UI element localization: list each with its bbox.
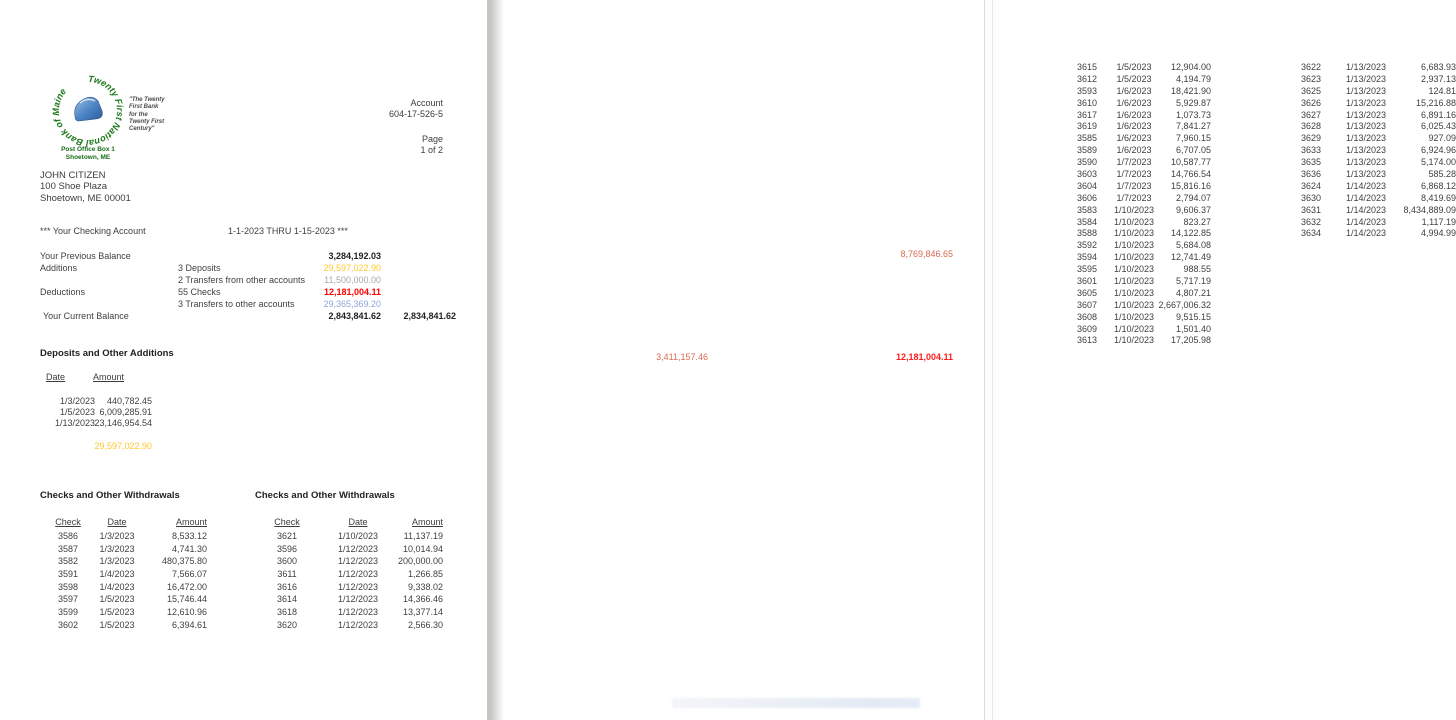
checks-section-title-left: Checks and Other Withdrawals [40, 490, 180, 501]
table-cell: 124.81 [1428, 85, 1456, 96]
table-cell: 3604 [1076, 180, 1098, 191]
table-cell: 6,394.61 [171, 619, 207, 630]
table-cell: 3606 [1076, 192, 1098, 203]
table-cell: 12,904.00 [1170, 62, 1211, 72]
table-cell: 1/13/2023 [1345, 109, 1387, 120]
table-cell: 2,667,006.32 [1158, 299, 1211, 310]
table-cell: 1/13/2023 [1345, 121, 1387, 132]
table-cell: 17,205.98 [1170, 335, 1211, 346]
table-row [1067, 110, 1211, 122]
summary-amount: 3,284,192.03 [328, 251, 381, 261]
table-cell: 1/10/2023 [337, 531, 379, 541]
table-cell: 1/5/2023 [99, 594, 135, 605]
deposits-total: 29,597,022.90 [94, 441, 152, 451]
table-cell: 18,421.90 [1170, 85, 1211, 96]
table-row [1291, 86, 1456, 98]
table-row [267, 569, 443, 582]
statement-account-title: *** Your Checking Account [40, 226, 146, 236]
table-cell: 3622 [1300, 62, 1322, 72]
tagline-line: Twenty First [129, 118, 165, 125]
bank-logo [42, 74, 134, 148]
table-row [48, 582, 207, 595]
table-cell: 1/14/2023 [1345, 216, 1387, 227]
table-row [1067, 288, 1211, 300]
table-cell: 3600 [276, 556, 298, 567]
table-cell: 3582 [57, 556, 79, 567]
table-cell: 1/6/2023 [1116, 109, 1152, 120]
table-row [1067, 193, 1211, 205]
table-cell: 4,194.79 [1175, 73, 1211, 84]
table-cell: 3635 [1300, 157, 1322, 168]
table-cell: 1/5/2023 [59, 407, 95, 417]
table-cell: 1/5/2023 [1116, 62, 1152, 72]
table-cell: 3621 [276, 531, 298, 541]
table-cell: 1/13/2023 [1345, 85, 1387, 96]
table-cell: 1/12/2023 [337, 581, 379, 592]
checks-continued-table-right [1291, 62, 1456, 240]
table-row [1291, 145, 1456, 157]
tagline-line: for the [129, 111, 148, 118]
table-cell: 3605 [1076, 287, 1098, 298]
table-row [1291, 62, 1456, 74]
table-cell: 3630 [1300, 192, 1322, 203]
checks-table-right [267, 531, 443, 633]
table-row [1067, 228, 1211, 240]
table-cell: 1,117.19 [1421, 216, 1456, 227]
table-cell: 1/10/2023 [1113, 228, 1155, 239]
table-row [1067, 133, 1211, 145]
table-cell: 15,216.88 [1415, 97, 1456, 108]
table-cell: 1/3/2023 [99, 556, 135, 567]
table-cell: 15,746.44 [166, 594, 207, 605]
table-cell: 3617 [1076, 109, 1098, 120]
table-row [35, 418, 152, 429]
table-cell: 4,807.21 [1175, 287, 1211, 298]
table-row [35, 396, 152, 407]
table-cell: 1/10/2023 [1113, 276, 1155, 287]
scrollbar-track[interactable] [984, 0, 1001, 720]
table-cell: 6,924.96 [1420, 145, 1456, 156]
table-cell: 10,587.77 [1170, 157, 1211, 168]
table-row [48, 620, 207, 633]
table-cell: 5,684.08 [1175, 240, 1211, 251]
deposits-header-amount: Amount [93, 372, 125, 382]
checks-subtotal-right: 8,769,846.65 [900, 249, 953, 259]
table-cell: 1/4/2023 [99, 581, 135, 592]
table-cell: 1/6/2023 [1116, 133, 1152, 144]
table-cell: 1,073.73 [1175, 109, 1211, 120]
table-row [1067, 312, 1211, 324]
checks-table-left [48, 531, 207, 633]
table-cell: 1/12/2023 [337, 543, 379, 554]
table-cell: 3595 [1076, 264, 1098, 275]
table-cell: 1/6/2023 [1116, 145, 1152, 156]
summary-label: Deductions [40, 287, 86, 297]
bank-tagline [129, 97, 189, 133]
summary-amount: 12,181,004.11 [323, 287, 381, 297]
table-cell: 12,610.96 [166, 607, 207, 618]
table-row [1291, 157, 1456, 169]
table-cell: 1/13/2023 [1345, 62, 1387, 72]
table-cell: 1/10/2023 [1113, 335, 1155, 346]
checks-section-title-right: Checks and Other Withdrawals [255, 490, 395, 501]
table-cell: 1/14/2023 [1345, 204, 1387, 215]
table-row [1067, 300, 1211, 312]
table-cell: 3608 [1076, 311, 1098, 322]
table-cell: 1/7/2023 [1116, 157, 1152, 168]
table-cell: 585.28 [1428, 169, 1456, 180]
table-row [1291, 193, 1456, 205]
tagline-line: "The Twenty [129, 97, 165, 103]
table-cell: 1/7/2023 [1116, 180, 1152, 191]
bank-address [42, 146, 134, 162]
customer-name: JOHN CITIZEN [40, 170, 106, 181]
table-row [267, 582, 443, 595]
table-cell: 1/10/2023 [1113, 264, 1155, 275]
customer-address1: 100 Shoe Plaza [40, 181, 108, 193]
table-cell: 6,025.43 [1420, 121, 1456, 132]
table-cell: 1/3/2023 [59, 396, 95, 406]
table-cell: 3618 [276, 607, 298, 618]
summary-label: Your Current Balance [43, 311, 129, 321]
table-cell: 10,014.94 [402, 543, 443, 554]
table-cell: 7,960.15 [1175, 133, 1211, 144]
table-cell: 1/5/2023 [99, 607, 135, 618]
table-cell: 2,937.13 [1420, 73, 1456, 84]
table-row [267, 556, 443, 569]
table-row [48, 607, 207, 620]
table-row [1291, 205, 1456, 217]
table-cell: 15,816.16 [1170, 180, 1211, 191]
table-cell: 3599 [57, 607, 79, 618]
summary-desc: 3 Transfers to other accounts [178, 299, 295, 309]
table-cell: 3589 [1076, 145, 1098, 156]
table-cell: 1/13/2023 [1345, 145, 1387, 156]
table-cell: 3586 [57, 531, 79, 541]
table-row [1067, 62, 1211, 74]
table-row [48, 556, 207, 569]
table-cell: 3584 [1076, 216, 1098, 227]
table-cell: 6,868.12 [1420, 180, 1456, 191]
table-row [267, 594, 443, 607]
table-cell: 13,377.14 [402, 607, 443, 618]
table-cell: 1/12/2023 [337, 594, 379, 605]
statement-period: 1-1-2023 THRU 1-15-2023 *** [228, 226, 348, 236]
table-cell: 1/10/2023 [1113, 323, 1155, 334]
table-cell: 1,266.85 [407, 569, 443, 580]
table-cell: 1/10/2023 [1113, 252, 1155, 263]
account-number: 604-17-526-5 [388, 109, 443, 119]
table-cell: 1/3/2023 [99, 531, 135, 541]
table-cell: 3610 [1076, 97, 1098, 108]
account-info-block [343, 98, 443, 156]
page-number: 1 of 2 [420, 145, 443, 155]
deposits-section-title: Deposits and Other Additions [40, 348, 174, 359]
table-cell: 9,338.02 [407, 581, 443, 592]
logo-circle-text: Twenty First National Bank of Maine [50, 74, 126, 148]
table-row [1291, 121, 1456, 133]
summary-desc: 2 Transfers from other accounts [178, 275, 306, 285]
table-cell: 1/10/2023 [1113, 204, 1155, 215]
bank-address-line1: Post Office Box 1 [61, 146, 115, 153]
table-cell: 1/5/2023 [99, 619, 135, 630]
table-row [267, 544, 443, 557]
table-cell: 2,566.30 [407, 619, 443, 630]
table-cell: 23,146,954.54 [94, 418, 152, 428]
table-cell: 3614 [276, 594, 298, 605]
table-cell: 7,566.07 [171, 569, 207, 580]
scrollbar-line [992, 0, 993, 720]
table-cell: 7,841.27 [1175, 121, 1211, 132]
table-cell: 3598 [57, 581, 79, 592]
table-cell: 16,472.00 [166, 581, 207, 592]
tagline-line: Century" [129, 126, 155, 133]
summary-desc: 3 Deposits [178, 263, 221, 273]
table-cell: 3592 [1076, 240, 1098, 251]
table-cell: 14,366.46 [402, 594, 443, 605]
table-cell: 1/10/2023 [1113, 287, 1155, 298]
table-cell: 12,741.49 [1170, 252, 1211, 263]
table-row [1067, 145, 1211, 157]
table-cell: 1,501.40 [1175, 323, 1211, 334]
table-row [267, 531, 443, 544]
table-row [1067, 98, 1211, 110]
table-cell: 3607 [1076, 299, 1098, 310]
table-cell: 3601 [1076, 276, 1098, 287]
table-cell: 3616 [276, 581, 298, 592]
table-cell: 1/13/2023 [1345, 157, 1387, 168]
table-cell: 2,794.07 [1175, 192, 1211, 203]
table-cell: 1/13/2023 [1345, 73, 1387, 84]
table-cell: 3634 [1300, 228, 1322, 239]
table-row [48, 544, 207, 557]
table-cell: 3633 [1300, 145, 1322, 156]
summary-amount: 29,365,369.20 [323, 299, 381, 309]
table-row [1067, 335, 1211, 347]
checks-header-check: Check [274, 517, 300, 527]
table-row [1067, 217, 1211, 229]
table-cell: 6,707.05 [1175, 145, 1211, 156]
table-row [1291, 133, 1456, 145]
table-row [1067, 86, 1211, 98]
table-cell: 6,891.16 [1420, 109, 1456, 120]
table-cell: 1/14/2023 [1345, 180, 1387, 191]
checks-header-amount: Amount [175, 517, 207, 527]
customer-address2: Shoetown, ME 00001 [40, 192, 131, 204]
table-cell: 200,000.00 [397, 556, 443, 567]
table-row [48, 594, 207, 607]
page-label: Page [421, 134, 443, 144]
summary-label: Your Previous Balance [40, 251, 131, 261]
table-cell: 3631 [1300, 204, 1322, 215]
summary-amount: 29,597,022.90 [323, 263, 381, 273]
table-cell: 3591 [57, 569, 79, 580]
table-cell: 3587 [57, 543, 79, 554]
table-cell: 988.55 [1183, 264, 1211, 275]
bottom-edge-artifact [672, 698, 920, 708]
table-cell: 3603 [1076, 169, 1098, 180]
table-cell: 440,782.45 [106, 396, 152, 406]
deposits-table [35, 396, 152, 429]
table-cell: 3593 [1076, 85, 1098, 96]
table-cell: 9,515.15 [1175, 311, 1211, 322]
summary-amount-secondary: 2,834,841.62 [403, 311, 456, 321]
table-cell: 1/14/2023 [1345, 192, 1387, 203]
table-cell: 927.09 [1428, 133, 1456, 144]
table-cell: 3628 [1300, 121, 1322, 132]
checks-header-date: Date [107, 517, 127, 527]
table-cell: 1/3/2023 [99, 543, 135, 554]
table-cell: 5,929.87 [1175, 97, 1211, 108]
table-row [1291, 228, 1456, 240]
table-cell: 3624 [1300, 180, 1322, 191]
table-cell: 1/7/2023 [1116, 169, 1152, 180]
table-row [1291, 110, 1456, 122]
table-cell: 14,766.54 [1170, 169, 1211, 180]
table-cell: 1/12/2023 [337, 607, 379, 618]
table-cell: 8,434,889.09 [1403, 204, 1456, 215]
summary-amount: 2,843,841.62 [328, 311, 381, 321]
table-cell: 3636 [1300, 169, 1322, 180]
table-cell: 6,683.93 [1420, 62, 1456, 72]
table-cell: 1/6/2023 [1116, 121, 1152, 132]
table-row [1067, 74, 1211, 86]
checks-subtotal-left: 3,411,157.46 [656, 352, 708, 362]
table-cell: 1/5/2023 [1116, 73, 1152, 84]
table-cell: 480,375.80 [161, 556, 207, 567]
table-row [1067, 252, 1211, 264]
table-cell: 1/12/2023 [337, 556, 379, 567]
table-row [1291, 74, 1456, 86]
table-cell: 3619 [1076, 121, 1098, 132]
table-row [1067, 169, 1211, 181]
table-row [1067, 276, 1211, 288]
table-row [1067, 157, 1211, 169]
table-cell: 6,009,285.91 [99, 407, 152, 417]
table-cell: 1/7/2023 [1116, 192, 1152, 203]
table-cell: 5,717.19 [1175, 276, 1211, 287]
deposits-header-date: Date [46, 372, 66, 382]
statement-page-1 [0, 0, 487, 720]
table-cell: 823.27 [1183, 216, 1211, 227]
table-cell: 1/10/2023 [1113, 299, 1155, 310]
summary-amount: 11,500,000.00 [324, 275, 381, 285]
table-cell: 3602 [57, 619, 79, 630]
table-row [1291, 217, 1456, 229]
table-cell: 1/13/2023 [1345, 97, 1387, 108]
table-cell: 3612 [1076, 73, 1098, 84]
table-cell: 1/10/2023 [1113, 311, 1155, 322]
table-row [1067, 264, 1211, 276]
table-row [35, 407, 152, 418]
account-label: Account [410, 98, 443, 108]
table-cell: 3623 [1300, 73, 1322, 84]
table-cell: 11,137.19 [403, 531, 443, 541]
table-cell: 1/4/2023 [99, 569, 135, 580]
table-row [1291, 181, 1456, 193]
summary-label: Additions [40, 263, 78, 273]
tagline-line: First Bank [129, 104, 159, 111]
table-cell: 3596 [276, 543, 298, 554]
table-row [1291, 98, 1456, 110]
table-cell: 1/10/2023 [1113, 240, 1155, 251]
table-cell: 1/14/2023 [1345, 228, 1387, 239]
table-cell: 8,533.12 [171, 531, 207, 541]
table-row [1067, 324, 1211, 336]
customer-address-block [40, 170, 131, 204]
checks-header-amount: Amount [411, 517, 443, 527]
table-cell: 3611 [277, 569, 297, 580]
table-row [1067, 181, 1211, 193]
table-row [48, 569, 207, 582]
table-cell: 3627 [1300, 109, 1322, 120]
table-cell: 1/13/2023 [54, 418, 95, 428]
table-cell: 3590 [1076, 157, 1098, 168]
table-cell: 3626 [1300, 97, 1322, 108]
table-row [267, 620, 443, 633]
table-cell: 8,419.69 [1420, 192, 1456, 203]
table-cell: 3632 [1300, 216, 1322, 227]
table-row [1067, 240, 1211, 252]
table-cell: 4,994.99 [1420, 228, 1456, 239]
checks-grand-total: 12,181,004.11 [895, 352, 953, 362]
table-cell: 3594 [1076, 252, 1098, 263]
page-gap-divider [487, 0, 503, 720]
table-cell: 1/6/2023 [1116, 97, 1152, 108]
table-cell: 1/6/2023 [1116, 85, 1152, 96]
table-cell: 5,174.00 [1420, 157, 1456, 168]
table-row [267, 607, 443, 620]
table-row [1291, 169, 1456, 181]
checks-continued-table-left [1067, 62, 1211, 347]
table-cell: 3583 [1076, 204, 1098, 215]
table-cell: 4,741.30 [171, 543, 207, 554]
table-cell: 3620 [276, 619, 298, 630]
table-cell: 3585 [1076, 133, 1098, 144]
table-row [1067, 205, 1211, 217]
table-cell: 1/10/2023 [1113, 216, 1155, 227]
table-cell: 3597 [57, 594, 79, 605]
summary-desc: 55 Checks [178, 287, 221, 297]
table-cell: 3625 [1300, 85, 1322, 96]
bank-address-line2: Shoetown, ME [65, 154, 111, 161]
table-cell: 1/13/2023 [1345, 169, 1387, 180]
table-row [1067, 121, 1211, 133]
table-cell: 1/12/2023 [337, 619, 379, 630]
table-cell: 9,606.37 [1175, 204, 1211, 215]
checks-header-date: Date [348, 517, 368, 527]
table-cell: 3629 [1300, 133, 1322, 144]
blue-shoe-icon [75, 97, 103, 121]
table-row [48, 531, 207, 544]
table-cell: 3613 [1076, 335, 1098, 346]
table-cell: 3588 [1076, 228, 1098, 239]
table-cell: 3615 [1076, 62, 1098, 72]
table-cell: 1/12/2023 [337, 569, 379, 580]
table-cell: 3609 [1076, 323, 1098, 334]
table-cell: 1/13/2023 [1345, 133, 1387, 144]
table-cell: 14,122.85 [1170, 228, 1211, 239]
checks-header-check: Check [55, 517, 81, 527]
